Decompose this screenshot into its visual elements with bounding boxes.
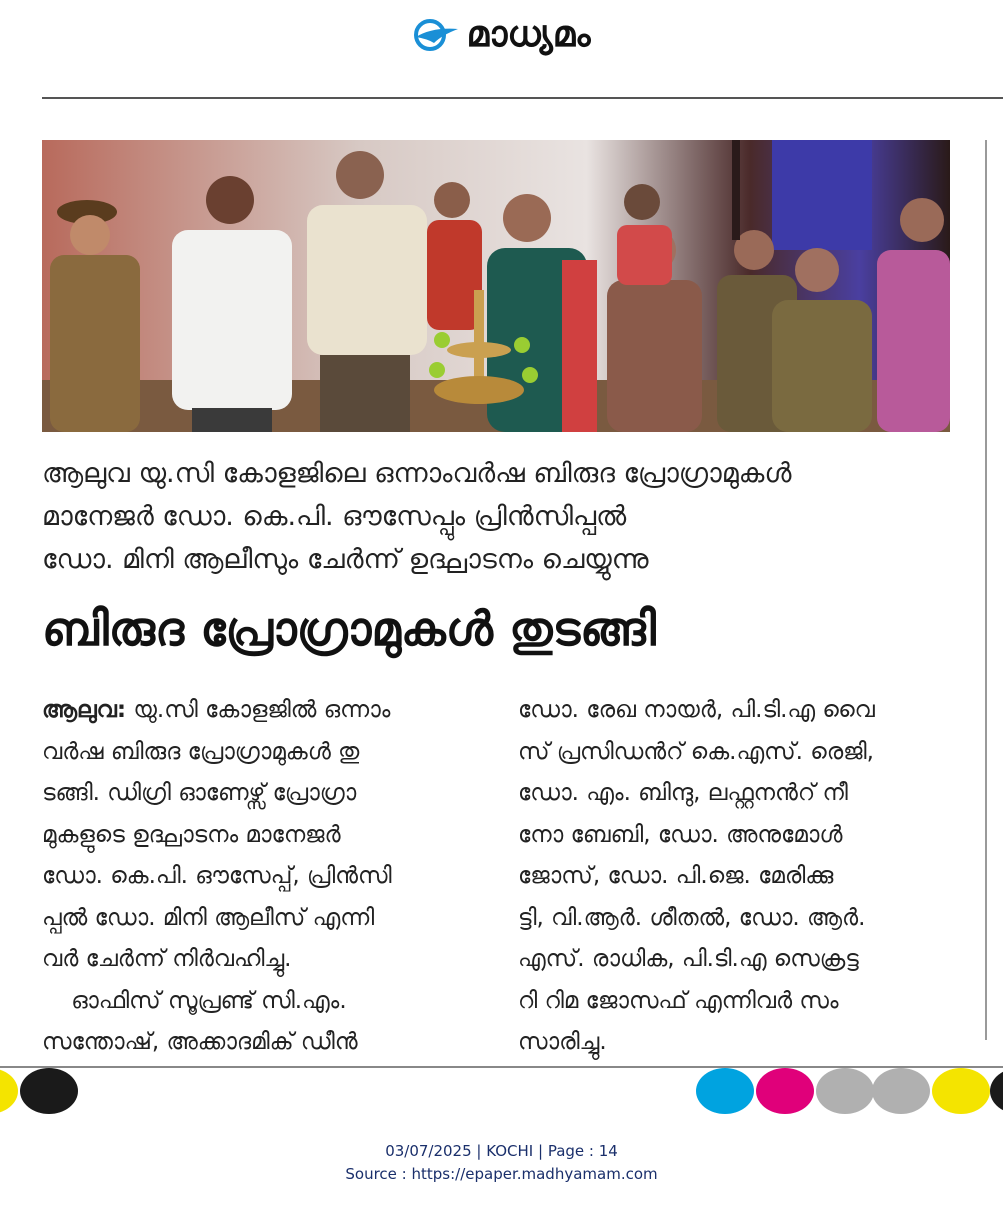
caption-line: ആലുവ യു.സി കോളജിലെ ഒന്നാംവർഷ ബിരുദ പ്രോഗ്രാമുകൾ — [42, 458, 792, 489]
registration-dot — [932, 1068, 990, 1114]
article-column-right — [518, 690, 948, 1064]
photo-caption — [42, 452, 952, 581]
lamp-lighting-ceremony-photo — [42, 140, 950, 432]
footer-source[interactable]: Source : https://epaper.madhyamam.com — [345, 1165, 658, 1183]
article-line: ഡോ. കെ.പി. ഔസേപ്പ്, പ്രിൻസി — [42, 863, 392, 889]
footer — [0, 1140, 1003, 1186]
article-line: നോ ബേബി, ഡോ. അനുമോൾ — [518, 821, 843, 848]
registration-dot — [696, 1068, 754, 1114]
article-line: സന്തോഷ്, അക്കാദമിക് ഡീൻ — [42, 1029, 358, 1055]
article-line: എസ്. രാധിക, പി.ടി.എ സെക്രട്ട — [518, 946, 859, 972]
article-line: റി റിമ ജോസഫ് എന്നിവർ സം — [518, 987, 839, 1014]
registration-dot — [872, 1068, 930, 1114]
madhyamam-bird-logo-icon — [412, 17, 460, 53]
registration-dot — [0, 1068, 18, 1114]
article-line: സ് പ്രസിഡൻറ് കെ.എസ്. രെജി, — [518, 738, 874, 765]
article-line: ടങ്ങി. ഡിഗ്രി ഓണേഴ്സ് പ്രോഗ്രാ — [42, 780, 357, 806]
article-line: ഓഫിസ് സൂപ്രണ്ട് സി.എം. — [42, 987, 347, 1014]
news-clipping — [0, 100, 1003, 1066]
article-line: മുകളുടെ ഉദ്ഘാടനം മാനേജർ — [42, 821, 341, 848]
registration-dot — [990, 1068, 1003, 1114]
brand-name: മാധ്യമം — [466, 14, 591, 55]
article-line: ജോസ്, ഡോ. പി.ജെ. മേരിക്കു — [518, 863, 834, 889]
article-column-left — [42, 690, 472, 1064]
article-line: ട്ടി, വി.ആർ. ശീതൽ, ഡോ. ആർ. — [518, 904, 866, 931]
article-line: സാരിച്ചു. — [518, 1029, 607, 1055]
article-line: ഡോ. രേഖ നായർ, പി.ടി.എ വൈ — [518, 697, 875, 723]
footer-date-page: 03/07/2025 | KOCHI | Page : 14 — [385, 1142, 618, 1160]
registration-dot — [756, 1068, 814, 1114]
article-line: വർഷ ബിരുദ പ്രോഗ്രാമുകൾ തു — [42, 738, 360, 765]
registration-dot — [20, 1068, 78, 1114]
top-divider — [42, 97, 1003, 99]
caption-line: ഡോ. മിനി ആലീസും ചേർന്ന് ഉദ്ഘാടനം ചെയ്യുന്നു — [42, 544, 649, 575]
headline: ബിരുദ പ്രോഗ്രാമുകൾ തുടങ്ങി — [42, 602, 656, 657]
column-rule — [985, 140, 987, 1040]
article-line: പ്പൽ ഡോ. മിനി ആലീസ് എന്നി — [42, 904, 375, 931]
masthead — [0, 0, 1003, 70]
registration-marks — [0, 1068, 1003, 1118]
caption-line: മാനേജർ ഡോ. കെ.പി. ഔസേപ്പും പ്രിൻസിപ്പൽ — [42, 501, 627, 532]
article-line: വർ ചേർന്ന് നിർവഹിച്ചു. — [42, 946, 292, 972]
dateline: ആലുവ: — [42, 697, 127, 723]
article-line — [42, 690, 472, 732]
article-line: ഡോ. എം. ബിന്ദു, ലഫ്റ്റനൻറ് നീ — [518, 780, 848, 806]
article-line-text: യു.സി കോളജിൽ ഒന്നാം — [126, 697, 391, 723]
registration-dot — [816, 1068, 874, 1114]
